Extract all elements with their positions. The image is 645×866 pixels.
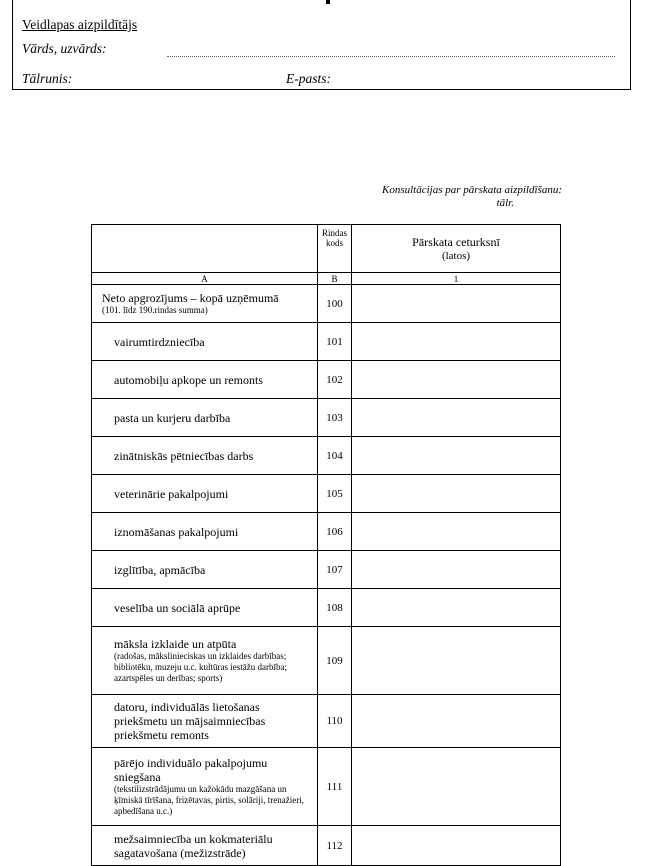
table-header-row xyxy=(92,225,561,273)
consultation-line: Konsultācijas par pārskata aizpildīšanu: xyxy=(382,184,562,196)
header-code-cell xyxy=(318,225,352,273)
row-value-input[interactable] xyxy=(352,361,561,399)
table-row xyxy=(92,399,561,437)
consultation-phone: tālr. xyxy=(496,197,514,209)
header-code-label-2: kods xyxy=(325,238,343,248)
table-row xyxy=(92,589,561,627)
table-row xyxy=(92,551,561,589)
header-code-label: Rindas xyxy=(321,228,347,238)
row-code: 111 xyxy=(318,748,352,826)
row-label-cell xyxy=(92,748,318,826)
row-value-input[interactable] xyxy=(352,437,561,475)
table-row xyxy=(92,695,561,748)
row-code: 110 xyxy=(318,695,352,748)
column-letter-b: B xyxy=(318,273,352,285)
header-value-unit: (latos) xyxy=(441,249,471,262)
row-code: 107 xyxy=(318,551,352,589)
table-row xyxy=(92,826,561,866)
phone-label: Tālrunis: xyxy=(22,71,73,86)
row-label-cell xyxy=(92,627,318,695)
report-table xyxy=(91,224,561,866)
row-value-input[interactable] xyxy=(352,475,561,513)
row-label-cell xyxy=(92,285,318,323)
row-code: 103 xyxy=(318,399,352,437)
table-row xyxy=(92,285,561,323)
header-value-label: Pārskata ceturksnī xyxy=(412,234,500,249)
row-value-input[interactable] xyxy=(352,695,561,748)
row-code: 108 xyxy=(318,589,352,627)
table-row xyxy=(92,748,561,826)
column-letter-row xyxy=(92,273,561,285)
row-label: Neto apgrozījums – kopā uzņēmumā xyxy=(102,291,279,305)
table-row xyxy=(92,513,561,551)
row-code: 102 xyxy=(318,361,352,399)
form-filler-title: Veidlapas aizpildītājs xyxy=(22,17,138,32)
header-label-cell xyxy=(92,225,318,273)
row-note: (tekstilizstrādājumu un kažokādu mazgāšana un ķīmiskā tīrīšana, frizētavas, pirtis, solāriji, trenažieri, apbedīšana u.c.) xyxy=(114,784,304,816)
row-label: pārējo individuālo pakalpojumu sniegšana xyxy=(114,756,268,784)
form-filler-box xyxy=(12,0,631,90)
table-row xyxy=(92,323,561,361)
column-letter-a: A xyxy=(92,273,318,285)
name-field[interactable] xyxy=(167,56,615,57)
row-value-input[interactable] xyxy=(352,551,561,589)
row-value-input[interactable] xyxy=(352,627,561,695)
header-value-cell xyxy=(352,225,561,273)
column-letter-1: 1 xyxy=(352,273,561,285)
consultation-note xyxy=(362,184,562,210)
table-row xyxy=(92,475,561,513)
row-value-input[interactable] xyxy=(352,513,561,551)
row-code: 104 xyxy=(318,437,352,475)
row-label: māksla izklaide un atpūta xyxy=(114,637,237,651)
row-label: zinātniskās pētniecības darbs xyxy=(92,437,318,475)
row-value-input[interactable] xyxy=(352,826,561,866)
row-label: iznomāšanas pakalpojumi xyxy=(92,513,318,551)
row-label: pasta un kurjeru darbība xyxy=(92,399,318,437)
row-value-input[interactable] xyxy=(352,589,561,627)
row-code: 106 xyxy=(318,513,352,551)
row-code: 109 xyxy=(318,627,352,695)
table-row xyxy=(92,437,561,475)
row-code: 101 xyxy=(318,323,352,361)
row-label: automobiļu apkope un remonts xyxy=(92,361,318,399)
table-row xyxy=(92,361,561,399)
row-code: 100 xyxy=(318,285,352,323)
row-label: datoru, individuālās lietošanas priekšmetu un mājsaimniecības priekšmetu remonts xyxy=(92,695,318,748)
row-value-input[interactable] xyxy=(352,323,561,361)
row-label: veselība un sociālā aprūpe xyxy=(92,589,318,627)
row-label: vairumtirdzniecība xyxy=(92,323,318,361)
row-value-input[interactable] xyxy=(352,748,561,826)
row-value-input[interactable] xyxy=(352,285,561,323)
row-code: 105 xyxy=(318,475,352,513)
row-label: veterinārie pakalpojumi xyxy=(92,475,318,513)
row-value-input[interactable] xyxy=(352,399,561,437)
row-label: mežsaimniecība un kokmateriālu sagatavošana (mežizstrāde) xyxy=(92,826,318,866)
row-note: (101. līdz 190.rindas summa) xyxy=(102,305,208,315)
table-row xyxy=(92,627,561,695)
row-code: 112 xyxy=(318,826,352,866)
name-label: Vārds, uzvārds: xyxy=(22,41,107,56)
row-note: (radošas, mākslinieciskas un izklaides darbības; bibliotēku, muzeju u.c. kultūras iestāžu darbība; azartspēles un derības; sports) xyxy=(114,651,287,683)
email-label: E-pasts: xyxy=(286,71,331,86)
row-label: izglītība, apmācība xyxy=(92,551,318,589)
